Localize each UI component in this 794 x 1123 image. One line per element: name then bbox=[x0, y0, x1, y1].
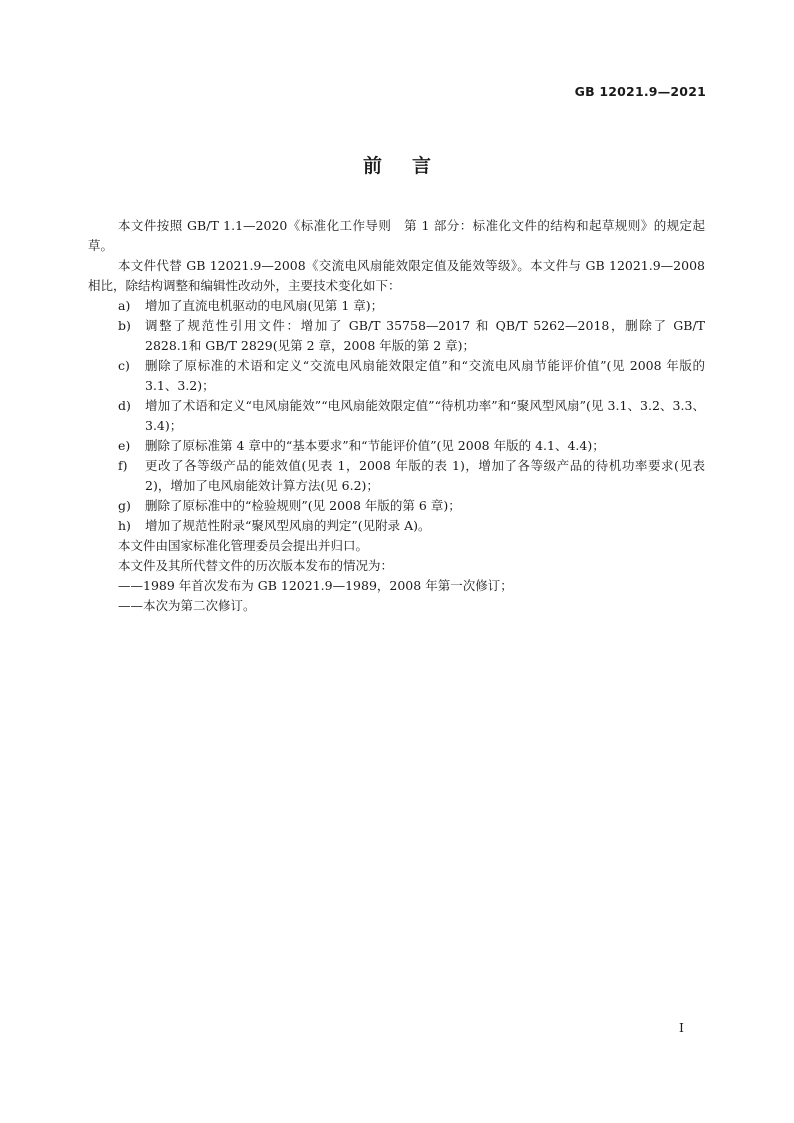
list-item-text: 删除了原标准的术语和定义“交流电风扇能效限定值”和“交流电风扇节能评价值”(见 2008 年版的 3.1、3.2)； bbox=[145, 358, 705, 393]
list-item bbox=[88, 496, 705, 516]
list-item bbox=[88, 316, 705, 356]
list-item bbox=[88, 516, 705, 536]
changes-list bbox=[88, 296, 705, 536]
list-item-text: 增加了术语和定义“电风扇能效”“电风扇能效限定值”“待机功率”和“聚风型风扇”(见 3.1、3.2、3.3、3.4)； bbox=[145, 398, 705, 433]
list-marker: d) bbox=[118, 398, 131, 413]
list-marker: g) bbox=[118, 498, 131, 513]
list-marker: c) bbox=[118, 358, 130, 373]
list-item-text: 更改了各等级产品的能效值(见表 1，2008 年版的表 1)，增加了各等级产品的待机功率要求(见表 2)，增加了电风扇能效计算方法(见 6.2)； bbox=[145, 458, 705, 493]
closing-paragraph: 本文件由国家标准化管理委员会提出并归口。 bbox=[118, 538, 369, 553]
list-item-text: 增加了规范性附录“聚风型风扇的判定”(见附录 A)。 bbox=[145, 518, 431, 533]
list-item-text: 删除了原标准中的“检验规则”(见 2008 年版的第 6 章)； bbox=[145, 498, 461, 513]
history-item: ——1989 年首次发布为 GB 12021.9—1989，2008 年第一次修订； bbox=[118, 578, 513, 593]
standard-code: GB 12021.9—2021 bbox=[574, 84, 706, 99]
list-item bbox=[88, 456, 705, 496]
list-item bbox=[88, 396, 705, 436]
list-item bbox=[88, 436, 705, 456]
list-marker: a) bbox=[118, 298, 131, 313]
list-item bbox=[88, 356, 705, 396]
list-marker: h) bbox=[118, 518, 131, 533]
foreword-body bbox=[88, 216, 705, 616]
history-item: ——本次为第二次修订。 bbox=[118, 598, 256, 613]
list-item-text: 删除了原标准第 4 章中的“基本要求”和“节能评价值”(见 2008 年版的 4.1、4.4)； bbox=[145, 438, 605, 453]
intro-paragraph: 本文件代替 GB 12021.9—2008《交流电风扇能效限定值及能效等级》。本文件与 GB 12021.9—2008 相比，除结构调整和编辑性改动外，主要技术变化如下： bbox=[88, 258, 705, 293]
intro-paragraph: 本文件按照 GB/T 1.1—2020《标准化工作导则 第 1 部分：标准化文件的结构和起草规则》的规定起草。 bbox=[88, 218, 705, 253]
list-item-text: 增加了直流电机驱动的电风扇(见第 1 章)； bbox=[145, 298, 384, 313]
list-marker: e) bbox=[118, 438, 131, 453]
page-title: 前言 bbox=[362, 155, 461, 177]
list-marker: b) bbox=[118, 318, 131, 333]
page-number: I bbox=[679, 1020, 684, 1035]
list-item-text: 调整了规范性引用文件：增加了 GB/T 35758—2017 和 QB/T 5262—2018，删除了 GB/T 2828.1和 GB/T 2829(见第 2 章，2008 年版的第 2 章)； bbox=[145, 318, 705, 353]
list-item bbox=[88, 296, 705, 316]
closing-paragraph: 本文件及其所代替文件的历次版本发布的情况为： bbox=[118, 558, 394, 573]
list-marker: f) bbox=[118, 458, 128, 473]
